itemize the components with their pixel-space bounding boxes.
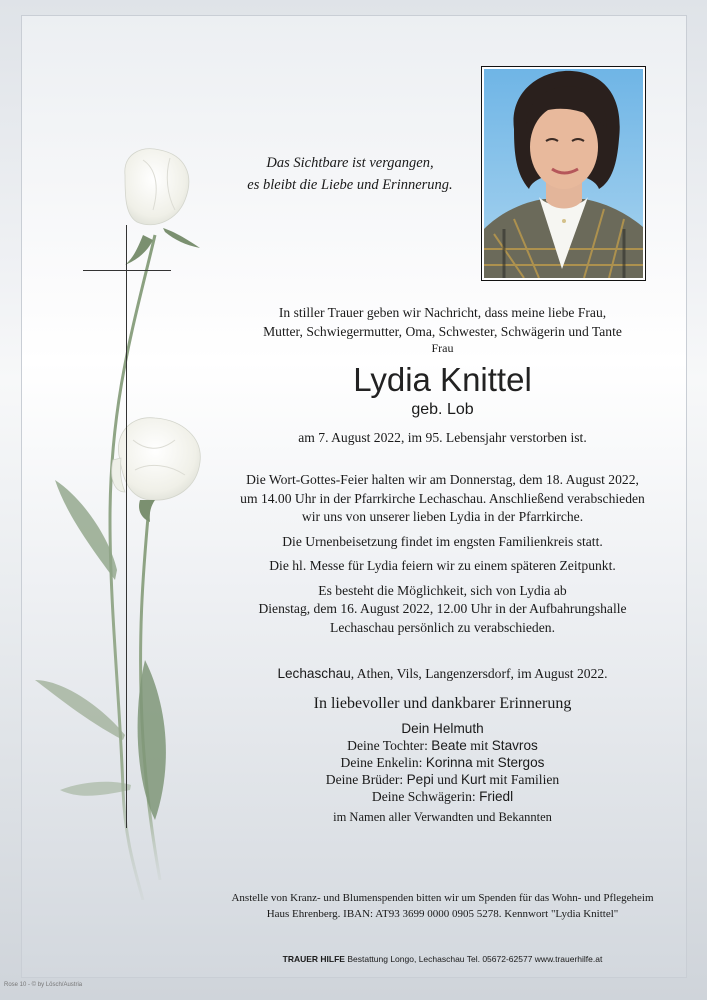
intro-line-3: Frau [431, 341, 454, 355]
relative-label: Deine Enkelin: [340, 755, 426, 770]
place-rest: , Athen, Vils, Langenzersdorf, im August 2022. [350, 666, 608, 681]
relative-label: Deine Brüder: [325, 772, 407, 787]
viewing-line-3: Lechaschau persönlich zu verabschieden. [330, 619, 555, 635]
image-credit: Rose 10 - © by Lösch/Austria [4, 982, 83, 988]
ceremony-line-3: wir uns von unserer lieben Lydia in der Pfarrkirche. [301, 509, 584, 524]
maiden-name: geb. Lob [411, 401, 474, 418]
relative-label: Deine Schwägerin: [371, 789, 480, 804]
relative-name: Korinna [425, 755, 473, 770]
cross-bar [83, 270, 171, 271]
donation-line-2: Haus Ehrenberg. IBAN: AT93 3699 0000 0905 5278. Kennwort "Lydia Knittel" [266, 908, 619, 920]
ceremony-paragraph [230, 471, 655, 527]
portrait-photo [481, 66, 646, 281]
footer-text: Bestattung Longo, Lechaschau Tel. 05672-62577 www.trauerhilfe.at [344, 954, 603, 964]
relative-name: Kurt [460, 772, 486, 787]
viewing-line-1: Es besteht die Möglichkeit, sich von Lydia ab [318, 582, 567, 598]
viewing-paragraph [230, 582, 655, 638]
viewing-line-2: Dienstag, dem 16. August 2022, 12.00 Uhr in der Aufbahrungshalle [258, 601, 627, 616]
relative-conj: mit [472, 755, 498, 770]
announcement-intro [230, 303, 655, 356]
cross-icon [126, 225, 127, 828]
relative-conj: und [433, 772, 461, 787]
relatives-list [230, 720, 655, 826]
relative-conj: mit Familien [485, 772, 560, 787]
burial-paragraph: Die Urnenbeisetzung findet im engsten Familienkreis statt. [282, 533, 603, 549]
ceremony-line-2: um 14.00 Uhr in der Pfarrkirche Lechaschau. Anschließend verabschieden [240, 490, 645, 506]
funeral-home-footer [220, 953, 665, 965]
deceased-name: Lydia Knittel [353, 361, 532, 398]
relative-brothers [230, 771, 655, 788]
intro-line-2: Mutter, Schwiegermutter, Oma, Schwester, Schwägerin und Tante [263, 324, 622, 339]
place-town: Lechaschau [277, 666, 351, 681]
relative-label: Deine Tochter: [347, 738, 432, 753]
donation-note [220, 890, 665, 922]
intro-line-1: In stiller Trauer geben wir Nachricht, dass meine liebe Frau, [278, 305, 607, 320]
place-date [230, 664, 655, 684]
relative-conj: mit [466, 738, 492, 753]
quote-line-1: Das Sichtbare ist vergangen, [266, 155, 434, 171]
relative-name: Stavros [491, 738, 538, 753]
relatives-closing: im Namen aller Verwandten und Bekannten [333, 810, 552, 824]
relative-name: Stergos [497, 755, 545, 770]
quote-line-2: es bleibt die Liebe und Erinnerung. [247, 177, 453, 193]
ceremony-details [230, 471, 655, 643]
donation-line-1: Anstelle von Kranz- und Blumenspenden bitten wir um Spenden für das Wohn- und Pflegeheim [231, 892, 654, 904]
memorial-quote [230, 152, 470, 196]
memory-heading: In liebevoller und dankbarer Erinnerung [313, 695, 572, 712]
mass-paragraph: Die hl. Messe für Lydia feiern wir zu einem späteren Zeitpunkt. [269, 558, 616, 573]
relative-name: Beate [431, 738, 467, 753]
death-date: am 7. August 2022, im 95. Lebensjahr verstorben ist. [298, 430, 587, 445]
ceremony-line-1: Die Wort-Gottes-Feier halten wir am Donnerstag, dem 18. August 2022, [246, 472, 639, 487]
relative-husband: Dein Helmuth [401, 721, 484, 736]
relative-name: Friedl [479, 789, 514, 804]
relative-name: Pepi [406, 772, 434, 787]
footer-brand: TRAUER HILFE [282, 954, 345, 964]
white-rose-illustration [25, 140, 225, 900]
relative-daughter [230, 737, 655, 754]
relative-sister-in-law [230, 788, 655, 805]
relative-granddaughter [230, 754, 655, 771]
